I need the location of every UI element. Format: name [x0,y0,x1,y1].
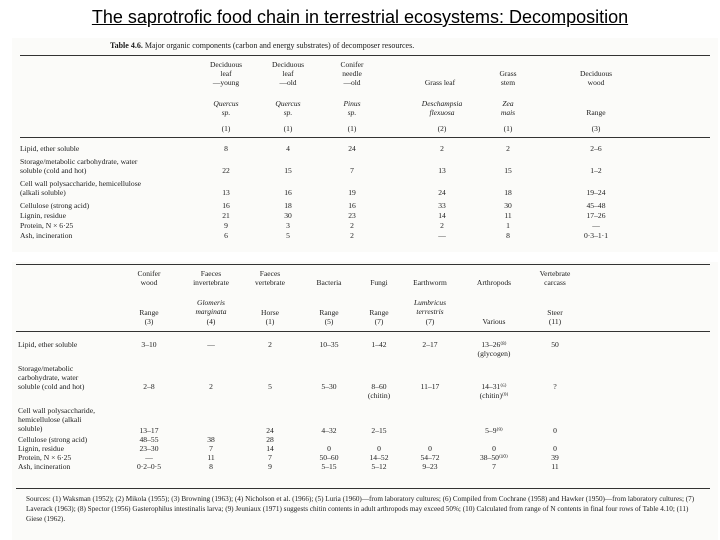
t1-cell: 17–26 [586,211,606,220]
t1-cell: 8 [224,144,228,153]
t2-col-head-6: Earthworm [413,278,447,287]
t1-col-head-2: Deciduous leaf —old [271,60,305,87]
t1-cell: 30 [284,211,292,220]
t1-cell: 14 [438,211,446,220]
t1-cell: 45–48 [586,201,606,210]
t2-cell: 11 [207,453,215,462]
t1-cell: 2 [350,231,354,240]
t2-row-label-storage: Storage/metabolic carbohydrate, water soluble (cold and hot) [18,364,85,391]
t1-cell: 19 [348,188,356,197]
t2-cell: 7 [268,453,272,462]
t1-cell: — [438,231,446,240]
t2-cell: 7 [492,462,496,471]
t1-cell: 2 [350,221,354,230]
t1-cell: 11 [504,211,512,220]
t1-row-label-cellwall: Cell wall polysaccharide, hemicellulose (alkali soluble) [20,179,142,197]
t2-row-label-cellulose: Cellulose (strong acid) [18,435,88,444]
t1-cell: 16 [222,201,230,210]
t2-cell: 11 [551,462,559,471]
t1-col-head-4: Grass leaf [424,78,456,87]
t2-col-ref-2: (4) [206,317,216,326]
t1-cell: 13 [222,188,230,197]
t2-cell: 0 [553,444,557,453]
t1-row-label-lignin: Lignin, residue [20,211,66,220]
t1-cell: 21 [222,211,230,220]
t2-col-ref-5: Range (7) [369,308,389,326]
t1-col-head-1: Deciduous leaf —young [209,60,243,87]
t2-cell: 11–17 [420,382,440,391]
t2-cell: 0 [428,444,432,453]
t2-col-ref-4: Range (5) [319,308,339,326]
t1-cell: 13 [438,166,446,175]
t1-cell: 16 [348,201,356,210]
t2-cell: 14 [266,444,274,453]
t2-cell: 13–17 [139,426,159,435]
table-sources-footnote: Sources: (1) Waksman (1952); (2) Mikola (1955); (3) Browning (1963); (4) Nicholson et al. (1966); (5) Luria (1960)—from laboratory cultures; (6) Compiled from Cochrane (1958) and Hawker (1950)—from laboratory cultures; (7) Laverack (1963); (8) Spector (1956) Gasterophilus intestinalis larva; (9) Jeuniaux (1971) suggests chitin contents in adult arthropods may exceed 50%; (10) Calculated from range of N contents in final four rows of Table 4.10; (11) Giese (1962). [26,495,695,523]
table-caption-label: Table 4.6. [110,41,143,50]
t2-cell: 10–35 [319,340,339,349]
t2-cell: 28 [266,435,274,444]
t2-cell: 5–12 [371,462,387,471]
t1-row-label-protein: Protein, N × 6·25 [20,221,74,230]
t1-cell: 15 [504,166,512,175]
t1-cell: 2 [440,221,444,230]
t1-cell: 24 [438,188,446,197]
table-4-6-scan [12,38,718,252]
t1-cell: 24 [348,144,356,153]
t2-cell: 2–8 [143,382,155,391]
t1-cell: — [592,221,600,230]
t2-col-head-3: Faeces vertebrate [255,269,285,287]
t1-cell: 3 [286,221,290,230]
t1-col-ref-4: (2) [437,124,447,133]
t1-row-label-lipid: Lipid, ether soluble [20,144,80,153]
t2-row-label-cellwall: Cell wall polysaccharide, hemicellulose (alkali soluble) [18,406,95,433]
t1-row-label-ash: Ash, incineration [20,231,73,240]
t2-cell: 8 [209,462,213,471]
t2-cell: 48–55 [139,435,159,444]
t2-cell: 5 [268,382,272,391]
t2-col-species-6: Lumbricus terrestris [413,298,447,316]
t2-row-label-lignin: Lignin, residue [18,444,64,453]
t1-cell: 8 [506,231,510,240]
t1-cell: 1 [506,221,510,230]
t1-col-ref-1: (1) [221,124,231,133]
t2-cell: 38–50⁽¹⁰⁾ [479,453,509,462]
table-rule-bottom-2 [16,488,710,489]
t1-col-ref-5: (1) [503,124,513,133]
t1-col-head-6: Deciduous wood [579,69,613,87]
t2-cell: 2–17 [422,340,438,349]
t1-col-head-5: Grass stem [499,69,517,87]
t1-cell: 7 [350,166,354,175]
t1-cell: 22 [222,166,230,175]
t2-cell: 5–9⁽⁹⁾ [485,426,503,435]
t1-cell: 1–2 [590,166,602,175]
t1-col-species-5: Zea mais [500,99,516,117]
t1-col-ref-3: (1) [347,124,357,133]
t2-cell: — [145,453,153,462]
t1-col-species-1: Quercus sp. [213,99,239,117]
t2-cell: 14–52 [369,453,389,462]
t1-row-label-storage: Storage/metabolic carbohydrate, water soluble (cold and hot) [20,157,138,175]
t2-cell: ? [553,382,557,391]
table-rule-mid [20,137,710,138]
t1-cell: 33 [438,201,446,210]
t2-col-ref-1: Range (3) [139,308,159,326]
t1-cell: 30 [504,201,512,210]
t1-cell: 18 [284,201,292,210]
t2-cell: 2 [209,382,213,391]
table-rule-top-2 [16,264,710,265]
t2-cell: 7 [209,444,213,453]
t2-cell: 0 [327,444,331,453]
slide-title: The saprotrofic food chain in terrestrial ecosystems: Decomposition [91,7,629,27]
t2-cell: 38 [207,435,215,444]
t2-cell: 50 [551,340,559,349]
t2-col-head-1: Conifer wood [137,269,161,287]
t2-cell: 23–30 [139,444,159,453]
t1-cell: 19–24 [586,188,606,197]
t1-cell: 23 [348,211,356,220]
t2-col-head-2: Faeces invertebrate [193,269,229,287]
t2-cell: 5–15 [321,462,337,471]
t1-cell: 5 [286,231,290,240]
t2-cell: 0 [492,444,496,453]
t1-col-species-3: Pinus sp. [343,99,361,117]
t1-col-ref-6: (3) [591,124,601,133]
t1-cell: 6 [224,231,228,240]
t2-cell: 4–32 [321,426,337,435]
t2-col-head-4: Bacteria [316,278,342,287]
t2-cell: — [207,340,215,349]
t2-cell: 24 [266,426,274,435]
t2-cell: 0 [377,444,381,453]
t1-row-label-cellulose: Cellulose (strong acid) [20,201,90,210]
table-caption [110,41,414,50]
t2-cell: 9–23 [422,462,438,471]
t2-cell: 9 [268,462,272,471]
t2-cell: 3–10 [141,340,157,349]
t2-col-head-8: Vertebrate carcass [539,269,571,287]
table-4-6-continued-scan [12,262,718,540]
t2-row-label-protein: Protein, N × 6·25 [18,453,72,462]
t2-cell: 2 [268,340,272,349]
t1-cell: 2–6 [590,144,602,153]
t1-cell: 18 [504,188,512,197]
t2-col-species-2: Glomeris marginata [195,298,227,316]
t2-cell: 14–31⁽⁶⁾ (chitin)⁽⁹⁾ [479,382,509,400]
t2-cell: 8–60 (chitin) [367,382,391,400]
t2-col-ref-8: Steer (11) [547,308,563,326]
t1-col-ref-2: (1) [283,124,293,133]
t2-cell: 0·2–0·5 [136,462,162,471]
table-rule-mid-2 [16,331,710,332]
t1-cell: 4 [286,144,290,153]
table-rule-top [20,55,710,56]
t2-col-head-7: Arthropods [476,278,512,287]
t2-col-ref-6: (7) [425,317,435,326]
t1-col-species-4: Deschampsia flexuosa [421,99,463,117]
t2-row-label-ash: Ash, incineration [18,462,71,471]
t2-cell: 39 [551,453,559,462]
t2-cell: 1–42 [371,340,387,349]
table-caption-text: Major organic components (carbon and energy substrates) of decomposer resources. [144,41,415,50]
t1-cell: 16 [284,188,292,197]
t1-col-head-3: Conifer needle —old [340,60,364,87]
t2-cell: 5–30 [321,382,337,391]
t1-cell: 2 [440,144,444,153]
t2-cell: 50–60 [319,453,339,462]
t1-cell: 15 [284,166,292,175]
t2-col-ref-7: Various [482,317,506,326]
t1-cell: 9 [224,221,228,230]
t2-row-label-lipid: Lipid, ether soluble [18,340,78,349]
t2-cell: 2–15 [371,426,387,435]
t2-cell: 0 [553,426,557,435]
t2-cell: 13–26⁽⁸⁾ (glycogen) [477,340,511,358]
t2-cell: 54–72 [420,453,440,462]
t2-col-head-5: Fungi [370,278,388,287]
t1-cell: 2 [506,144,510,153]
t1-col-species-6: Range [586,108,606,117]
t1-cell: 0·3–1·1 [583,231,609,240]
t2-col-ref-3: Horse (1) [261,308,279,326]
t1-col-species-2: Quercus sp. [275,99,301,117]
